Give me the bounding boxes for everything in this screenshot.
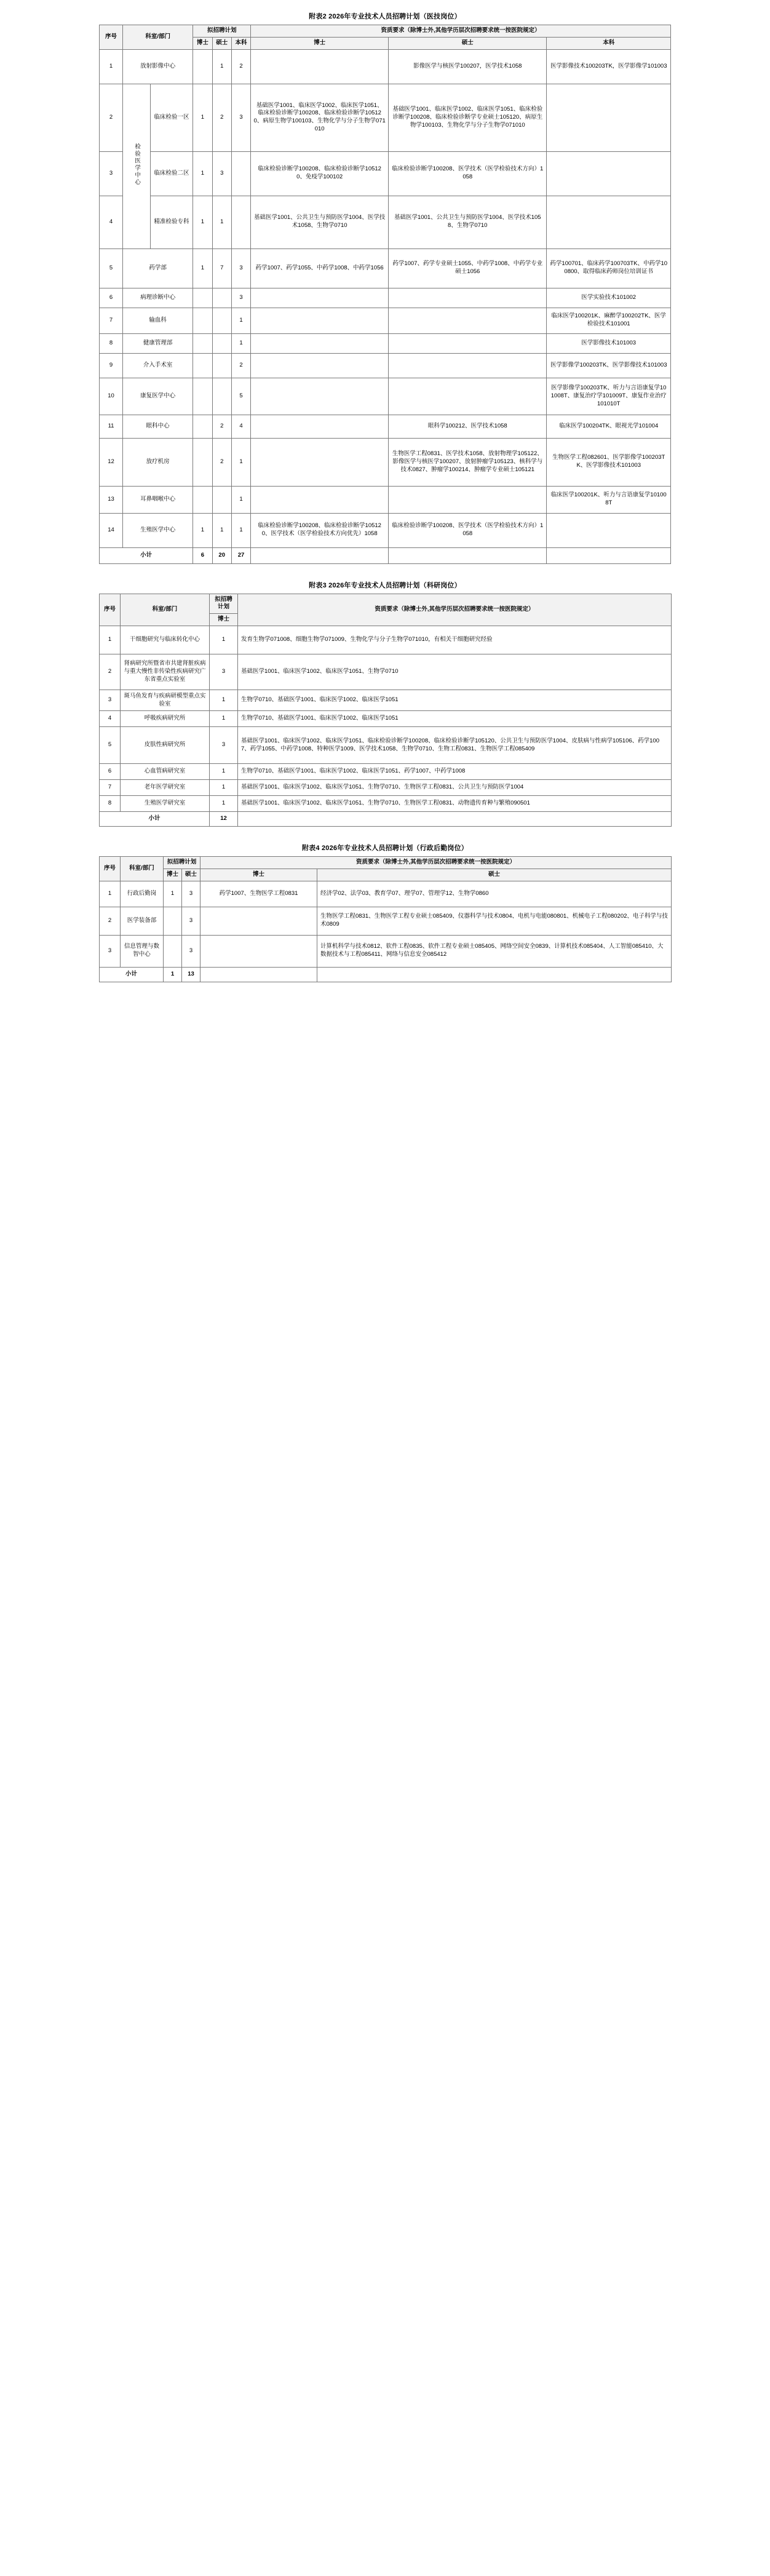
cell-seq: 6 [100,288,123,308]
cell-req-bachelor [547,151,671,196]
cell-req-bachelor: 生物医学工程082601、医学影像学100203TK、医学影像技术101003 [547,438,671,486]
table-row [100,486,671,513]
summary-doctor: 6 [193,547,212,563]
cell-dept: 行政后勤岗 [121,881,164,907]
cell-req-master [389,486,547,513]
table-header-row-1 [100,25,671,38]
cell-req-bachelor: 临床医学100204TK、眼视光学101004 [547,415,671,438]
table-row [100,415,671,438]
cell-plan-doctor [193,486,212,513]
cell-req-doctor: 生物学0710、基础医学1001、临床医学1002、临床医学1051 [238,690,672,711]
summary-doctor: 12 [210,812,238,827]
cell-plan-master: 1 [212,196,231,248]
table-block-2 [99,11,671,564]
cell-seq: 3 [100,151,123,196]
cell-seq: 8 [100,796,121,812]
cell-req-doctor: 药学1007、药学1055、中药学1008、中药学1056 [251,248,389,288]
cell-req-bachelor: 临床医学100201K、麻醉学100202TK、医学检验技术101001 [547,308,671,333]
cell-seq: 12 [100,438,123,486]
cell-plan-bachelor [231,151,250,196]
cell-dept: 心血管病研究室 [121,764,210,780]
col-header-plan-doctor: 博士 [210,614,238,626]
cell-req-master: 临床检验诊断学100208、医学技术（医学检验技术方向）1058 [389,151,547,196]
table-row [100,151,671,196]
table-row [100,84,671,151]
cell-seq: 4 [100,196,123,248]
cell-seq: 2 [100,654,121,690]
table-row [100,935,672,967]
cell-dept: 皮肤性病研究所 [121,727,210,764]
cell-plan-doctor: 3 [210,727,238,764]
cell-req-master [389,288,547,308]
cell-req-doctor: 临床检验诊断学100208、临床检验诊断学105120、免疫学100102 [251,151,389,196]
table-row [100,49,671,84]
col-header-req-doctor: 博士 [200,869,317,881]
table-row [100,796,672,812]
summary-bachelor: 27 [231,547,250,563]
table-row [100,248,671,288]
cell-plan-master: 1 [212,513,231,547]
table-row [100,907,672,935]
table-row [100,438,671,486]
cell-req-doctor: 基础医学1001、公共卫生与预防医学1004、医学技术1058、生物学0710 [251,196,389,248]
cell-seq: 6 [100,764,121,780]
cell-req-master: 影像医学与核医学100207，医学技术1058 [389,49,547,84]
table-row [100,353,671,378]
cell-plan-master: 2 [212,415,231,438]
cell-dept: 健康管理部 [123,333,193,353]
cell-plan-bachelor: 3 [231,84,250,151]
cell-req-master: 基础医学1001、公共卫生与预防医学1004、医学技术1058、生物学0710 [389,196,547,248]
table-row [100,513,671,547]
cell-dept: 放射影像中心 [123,49,193,84]
col-header-req-bachelor: 本科 [547,37,671,49]
table-header-row-2 [100,869,672,881]
cell-seq: 3 [100,935,121,967]
table-row [100,378,671,415]
cell-plan-bachelor: 5 [231,378,250,415]
col-header-plan-master: 硕士 [212,37,231,49]
cell-dept: 生殖医学研究室 [121,796,210,812]
table-administrative-positions [99,856,672,982]
cell-seq: 1 [100,881,121,907]
cell-plan-doctor: 1 [210,796,238,812]
cell-seq: 9 [100,353,123,378]
cell-seq: 1 [100,626,121,654]
cell-plan-doctor: 1 [193,248,212,288]
col-header-plan-bachelor: 本科 [231,37,250,49]
summary-label: 小计 [100,812,210,827]
cell-plan-doctor [193,49,212,84]
cell-plan-bachelor: 1 [231,333,250,353]
cell-plan-doctor [193,288,212,308]
cell-plan-bachelor: 4 [231,415,250,438]
summary-req-doctor [251,547,389,563]
cell-seq: 13 [100,486,123,513]
summary-label: 小计 [100,967,164,982]
cell-req-bachelor [547,84,671,151]
col-header-req-group: 资质要求（除博士外,其他学历层次招聘要求统一按医院规定） [238,594,672,626]
table-2-title: 附表2 2026年专业技术人员招聘计划（医技岗位） [309,13,461,20]
summary-master: 20 [212,547,231,563]
cell-plan-doctor [164,935,182,967]
cell-dept: 老年医学研究室 [121,780,210,796]
table-summary-row [100,547,671,563]
cell-plan-master [212,288,231,308]
cell-req-master: 眼科学100212、医学技术1058 [389,415,547,438]
cell-req-doctor: 生物学0710、基础医学1001、临床医学1002、临床医学1051、药学1007、中药学1008 [238,764,672,780]
cell-plan-doctor [193,438,212,486]
col-header-plan-group: 拟招聘计划 [193,25,251,38]
cell-plan-doctor: 1 [210,690,238,711]
cell-req-doctor [251,486,389,513]
cell-dept: 临床检验一区 [150,84,193,151]
cell-plan-doctor [193,378,212,415]
cell-plan-bachelor: 2 [231,353,250,378]
cell-req-doctor [251,333,389,353]
cell-plan-master [212,378,231,415]
table-row [100,881,672,907]
cell-plan-doctor [193,308,212,333]
cell-plan-master: 3 [182,881,200,907]
cell-req-master: 生物医学工程0831、生物医学工程专业硕士085409、仪器科学与技术0804、电机与电能080801、机械电子工程080202、电子科学与技术0809 [317,907,672,935]
cell-plan-master [212,486,231,513]
cell-seq: 2 [100,907,121,935]
cell-req-master: 药学1007、药学专业硕士1055、中药学1008、中药学专业硕士1056 [389,248,547,288]
col-header-dept: 科室/部门 [121,594,210,626]
cell-req-doctor [251,415,389,438]
cell-seq: 8 [100,333,123,353]
cell-dept: 介入手术室 [123,353,193,378]
summary-req-doctor [200,967,317,982]
cell-dept: 输血科 [123,308,193,333]
cell-dept: 医学装备部 [121,907,164,935]
cell-plan-doctor: 1 [193,513,212,547]
col-header-dept: 科室/部门 [121,857,164,881]
cell-plan-doctor: 1 [210,780,238,796]
col-header-plan-master: 硕士 [182,869,200,881]
cell-req-doctor [200,907,317,935]
cell-req-doctor [251,438,389,486]
document-page [0,0,770,1011]
cell-req-master [389,353,547,378]
cell-dept: 精准检验专科 [150,196,193,248]
cell-plan-master: 1 [212,49,231,84]
cell-plan-bachelor: 1 [231,438,250,486]
cell-seq: 5 [100,248,123,288]
cell-dept: 呼吸疾病研究所 [121,711,210,727]
cell-req-master [389,333,547,353]
table-row [100,690,672,711]
cell-seq: 14 [100,513,123,547]
cell-req-master: 基础医学1001、临床医学1002、临床医学1051、临床检验诊断学100208、临床检验诊断学专业硕士105120、病原生物学100103、生物化学与分子生物学071010 [389,84,547,151]
cell-req-doctor: 基础医学1001、临床医学1002、临床医学1051、生物学0710、生物医学工程0831、动物遗传育种与繁殖090501 [238,796,672,812]
col-header-req-group: 资质要求（除博士外,其他学历层次招聘要求统一按医院规定） [200,857,672,869]
cell-plan-doctor: 1 [210,711,238,727]
col-header-req-group: 资质要求（除博士外,其他学历层次招聘要求统一按医院规定） [251,25,671,38]
cell-plan-doctor [193,333,212,353]
table-row [100,780,672,796]
table-row [100,711,672,727]
cell-plan-doctor: 3 [210,654,238,690]
table-block-4 [99,843,671,982]
summary-req-doctor [238,812,672,827]
cell-dept-group [123,84,151,248]
table-block-3 [99,580,671,827]
cell-req-master: 生物医学工程0831、医学技术1058、放射物理学105122、影像医学与核医学100207、放射肿瘤学105123、核科学与技术0827、肿瘤学100214、肿瘤学专业硕士105121 [389,438,547,486]
col-header-plan-doctor: 博士 [164,869,182,881]
cell-req-bachelor: 医学影像学100203TK、听力与言语康复学101008T、康复治疗学101009T、康复作业治疗101010T [547,378,671,415]
cell-plan-master: 2 [212,84,231,151]
cell-req-bachelor [547,513,671,547]
cell-seq: 7 [100,780,121,796]
cell-plan-doctor: 1 [193,196,212,248]
cell-req-doctor [251,353,389,378]
table-3-title: 附表3 2026年专业技术人员招聘计划（科研岗位） [309,581,461,589]
cell-req-doctor [251,308,389,333]
cell-req-doctor [251,49,389,84]
dept-group-label: 检验医学中心 [133,143,141,186]
cell-req-master [389,378,547,415]
table-row [100,727,672,764]
cell-plan-master [212,353,231,378]
cell-plan-master: 7 [212,248,231,288]
cell-seq: 4 [100,711,121,727]
table-medical-technical-positions [99,25,671,564]
cell-req-bachelor: 医学影像技术101003 [547,333,671,353]
cell-req-bachelor: 医学影像学100203TK、医学影像技术101003 [547,353,671,378]
cell-req-bachelor [547,196,671,248]
summary-master: 13 [182,967,200,982]
cell-dept: 康复医学中心 [123,378,193,415]
col-header-req-doctor: 博士 [251,37,389,49]
cell-plan-master: 2 [212,438,231,486]
table-row [100,654,672,690]
cell-req-master [389,308,547,333]
col-header-req-master: 硕士 [389,37,547,49]
cell-req-bachelor: 医学实验技术101002 [547,288,671,308]
cell-seq: 3 [100,690,121,711]
cell-req-bachelor: 临床医学100201K、听力与言语康复学101008T [547,486,671,513]
col-header-seq: 序号 [100,857,121,881]
cell-seq: 11 [100,415,123,438]
cell-plan-bachelor: 2 [231,49,250,84]
cell-req-master: 计算机科学与技术0812、软件工程0835、软件工程专业硕士085405、网络空间安全0839、计算机技术085404、人工智能085410、大数据技术与工程085411、网络与信息安全085412 [317,935,672,967]
cell-req-doctor: 基础医学1001、临床医学1002、临床医学1051、临床检验诊断学100208、临床检验诊断学105120、病原生物学100103、生物化学与分子生物学071010 [251,84,389,151]
cell-dept: 药学部 [123,248,193,288]
cell-dept: 耳鼻咽喉中心 [123,486,193,513]
cell-plan-master: 3 [212,151,231,196]
table-header-row-1 [100,594,672,614]
col-header-req-master: 硕士 [317,869,672,881]
cell-req-doctor: 基础医学1001、临床医学1002、临床医学1051、临床检验诊断学100208、临床检验诊断学105120、公共卫生与预防医学1004、皮肤病与性病学105106、药学1007、药学1055、中药学1008、特种医学1009、医学技术1058、生物学0710、生物工程0831、生物医学工程085409 [238,727,672,764]
cell-plan-doctor [164,907,182,935]
table-row [100,626,672,654]
table-row [100,764,672,780]
cell-req-doctor: 药学1007、生物医学工程0831 [200,881,317,907]
cell-req-doctor: 临床检验诊断学100208、临床检验诊断学105120、医学技术（医学检验技术方向优先）1058 [251,513,389,547]
table-row [100,196,671,248]
cell-dept: 肾病研究所暨省市共建肾脏疾病与重大慢性非传染性疾病研究广东省重点实验室 [121,654,210,690]
summary-req-bachelor [547,547,671,563]
cell-req-doctor: 发育生物学071008、细胞生物学071009、生物化学与分子生物学071010，有相关干细胞研究经验 [238,626,672,654]
cell-plan-doctor [193,415,212,438]
cell-dept: 生殖医学中心 [123,513,193,547]
cell-dept: 信息管理与数智中心 [121,935,164,967]
table-summary-row [100,967,672,982]
cell-dept: 干细胞研究与临床转化中心 [121,626,210,654]
cell-plan-doctor: 1 [210,764,238,780]
cell-seq: 2 [100,84,123,151]
cell-req-doctor [251,288,389,308]
summary-doctor: 1 [164,967,182,982]
cell-req-master: 临床检验诊断学100208、医学技术（医学检验技术方向）1058 [389,513,547,547]
cell-req-doctor [200,935,317,967]
table-summary-row [100,812,672,827]
col-header-seq: 序号 [100,25,123,50]
cell-plan-bachelor: 3 [231,288,250,308]
cell-seq: 7 [100,308,123,333]
cell-req-doctor: 基础医学1001、临床医学1002、临床医学1051、生物学0710 [238,654,672,690]
table-row [100,308,671,333]
cell-seq: 1 [100,49,123,84]
cell-req-bachelor: 医学影像技术100203TK，医学影像学101003 [547,49,671,84]
cell-req-doctor: 基础医学1001、临床医学1002、临床医学1051、生物学0710、生物医学工程0831、公共卫生与预防医学1004 [238,780,672,796]
col-header-dept: 科室/部门 [123,25,193,50]
cell-plan-doctor [193,353,212,378]
cell-dept: 眼科中心 [123,415,193,438]
cell-plan-master: 3 [182,907,200,935]
cell-plan-master [212,308,231,333]
summary-req-master [317,967,672,982]
table-research-positions [99,594,672,827]
cell-dept: 临床检验二区 [150,151,193,196]
cell-plan-master [212,333,231,353]
cell-plan-bachelor: 1 [231,486,250,513]
col-header-seq: 序号 [100,594,121,626]
cell-seq: 10 [100,378,123,415]
cell-plan-master: 3 [182,935,200,967]
col-header-plan-doctor: 博士 [193,37,212,49]
cell-plan-bachelor: 3 [231,248,250,288]
cell-dept: 斑马鱼发育与疾病研模型重点实验室 [121,690,210,711]
cell-plan-doctor: 1 [193,151,212,196]
cell-plan-doctor: 1 [193,84,212,151]
table-4-title: 附表4 2026年专业技术人员招聘计划（行政后勤岗位） [301,845,469,853]
cell-plan-bachelor [231,196,250,248]
summary-label: 小计 [100,547,193,563]
col-header-plan-group: 拟招聘计划 [210,594,238,614]
cell-plan-bachelor: 1 [231,513,250,547]
cell-req-master: 经济学02、法学03、教育学07、理学07、管理学12、生物学0860 [317,881,672,907]
table-row [100,333,671,353]
table-row [100,288,671,308]
cell-seq: 5 [100,727,121,764]
summary-req-master [389,547,547,563]
table-header-row-1 [100,857,672,869]
cell-plan-doctor: 1 [210,626,238,654]
cell-plan-doctor: 1 [164,881,182,907]
col-header-plan-group: 拟招聘计划 [164,857,200,869]
cell-dept: 病理诊断中心 [123,288,193,308]
cell-dept: 放疗机房 [123,438,193,486]
cell-req-doctor: 生物学0710、基础医学1001、临床医学1002、临床医学1051 [238,711,672,727]
cell-req-bachelor: 药学100701、临床药学100703TK、中药学100800、取得临床药师岗位培训证书 [547,248,671,288]
cell-req-doctor [251,378,389,415]
cell-plan-bachelor: 1 [231,308,250,333]
